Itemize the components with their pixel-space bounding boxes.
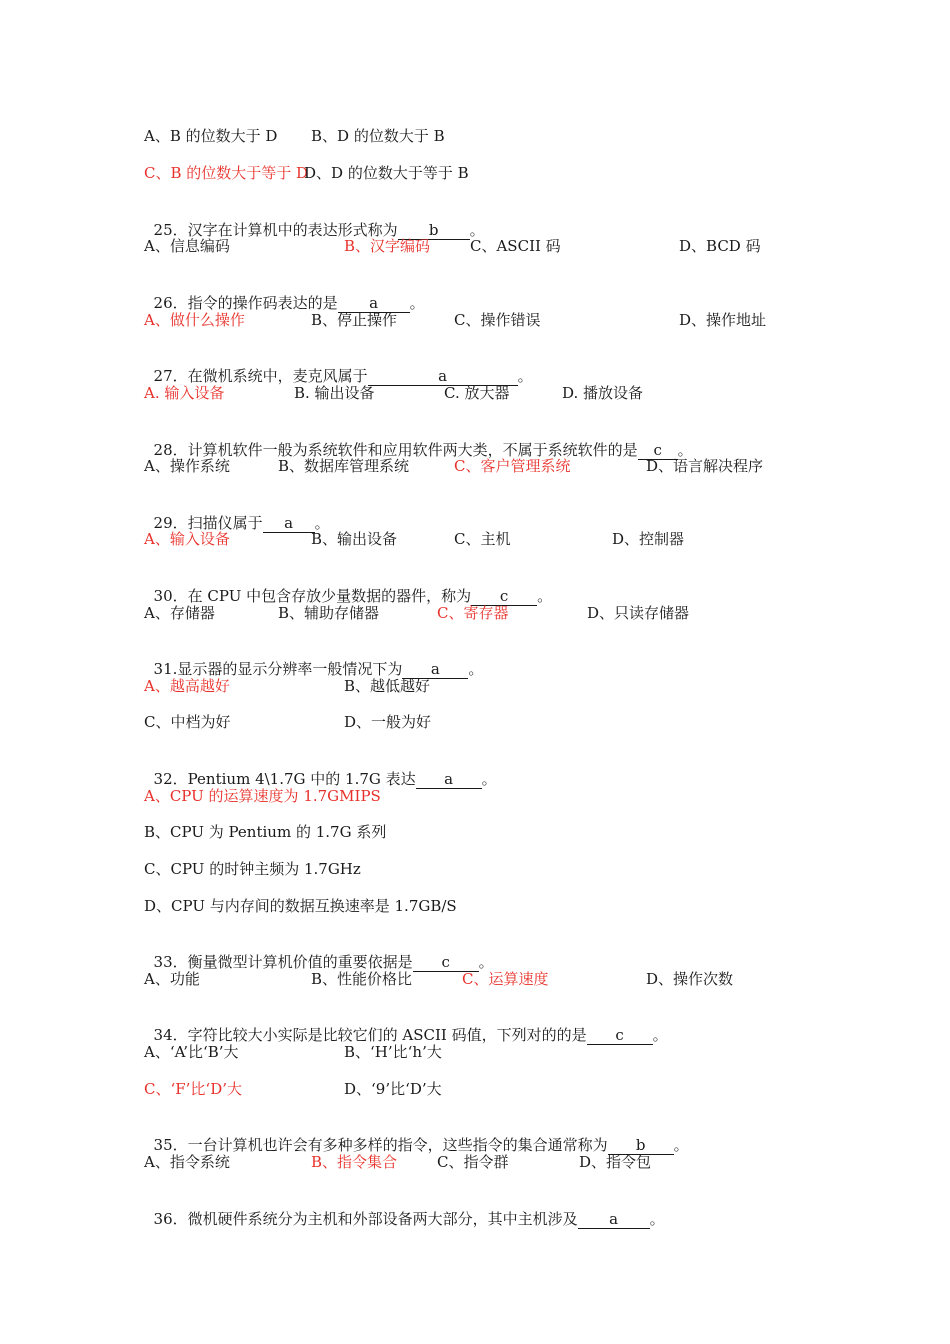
question-text: 31.显示器的显示分辨率一般情况下为 [153, 660, 403, 678]
answer-blank: a [402, 661, 468, 679]
option-b: B. 输出设备 [294, 384, 375, 402]
question-25 [144, 200, 485, 239]
options-30 [144, 603, 690, 623]
period: 。 [537, 587, 553, 605]
option-d: D、只读存储器 [587, 604, 690, 622]
period: 。 [468, 660, 484, 678]
option-c: C、操作错误 [454, 311, 541, 329]
option-d: D、控制器 [612, 530, 685, 548]
period: 。 [478, 953, 494, 971]
question-35 [144, 1115, 689, 1154]
option-b: B、辅助存储器 [278, 604, 380, 622]
option-a: A、功能 [144, 970, 200, 988]
options-34-ab [144, 1042, 442, 1062]
option-c: C、主机 [454, 530, 511, 548]
answer-blank: c [587, 1027, 653, 1045]
answer-blank: a [368, 368, 518, 386]
period: 。 [481, 770, 497, 788]
options-29 [144, 529, 685, 549]
period: 。 [314, 514, 330, 532]
option-c: C、ASCII 码 [470, 237, 561, 255]
option-c-correct: C、‘F’比‘D’大 [144, 1080, 242, 1098]
option-b: B、停止操作 [311, 311, 398, 329]
option-a-correct: A、做什么操作 [144, 311, 245, 329]
option-c: C、中档为好 [144, 713, 231, 731]
option-a: A、指令系统 [144, 1153, 230, 1171]
option-d: D、操作地址 [679, 311, 767, 329]
question-30 [144, 566, 553, 605]
question-32 [144, 749, 497, 788]
option-b [144, 822, 386, 842]
options-28 [144, 456, 764, 476]
question-29 [144, 493, 330, 532]
option-a: A、B 的位数大于 D [144, 127, 278, 145]
period: 。 [517, 367, 533, 385]
question-text: 27．在微机系统中，麦克风属于 [153, 367, 368, 385]
question-26 [144, 273, 425, 312]
option-c-correct: C、寄存器 [437, 604, 509, 622]
answer-blank: b [398, 222, 470, 240]
option-a-correct: A. 输入设备 [144, 384, 225, 402]
options-31-cd [144, 712, 432, 732]
options-31-ab [144, 676, 431, 696]
period: 。 [673, 1136, 689, 1154]
option-a-correct [144, 786, 381, 806]
question-text: 26．指令的操作码表达的是 [153, 294, 338, 312]
question-text: 32．Pentium 4\1.7G 中的 1.7G 表达 [153, 770, 416, 788]
option-d: D、语言解决程序 [646, 457, 764, 475]
option-a: A、信息编码 [144, 237, 230, 255]
option-text: D、CPU 与内存间的数据互换速率是 1.7GB/S [144, 897, 457, 915]
question-36 [144, 1189, 665, 1228]
question-text: 35．一台计算机也许会有多种多样的指令，这些指令的集合通常称为 [153, 1136, 608, 1154]
answer-blank: a [263, 515, 315, 533]
option-d [144, 896, 457, 916]
options-34-cd [144, 1079, 442, 1099]
option-text: B、CPU 为 Pentium 的 1.7G 系列 [144, 823, 387, 841]
option-b: B、数据库管理系统 [278, 457, 410, 475]
option-b: B、D 的位数大于 B [311, 127, 445, 145]
period: 。 [469, 221, 485, 239]
period: 。 [409, 294, 425, 312]
option-d: D、BCD 码 [679, 237, 761, 255]
option-c-correct: C、运算速度 [462, 970, 549, 988]
option-c-correct: C、客户管理系统 [454, 457, 571, 475]
option-b: B、越低越好 [344, 677, 431, 695]
answer-blank: b [608, 1137, 674, 1155]
option-a: A、操作系统 [144, 457, 230, 475]
period: 。 [652, 1026, 668, 1044]
option-b: B、输出设备 [311, 530, 398, 548]
option-d: D、指令包 [579, 1153, 652, 1171]
options-33 [144, 969, 734, 989]
option-c: C. 放大器 [444, 384, 510, 402]
option-a-correct: A、输入设备 [144, 530, 230, 548]
period: 。 [677, 441, 693, 459]
answer-blank: c [471, 588, 537, 606]
option-a: A、存储器 [144, 604, 215, 622]
option-a: A、‘A’比‘B’大 [144, 1043, 239, 1061]
option-d: D、D 的位数大于等于 B [304, 164, 469, 182]
option-text: A、CPU 的运算速度为 1.7GMIPS [144, 787, 381, 805]
options-25 [144, 236, 761, 256]
option-d: D、一般为好 [344, 713, 432, 731]
option-d: D、操作次数 [646, 970, 734, 988]
period: 。 [649, 1210, 665, 1228]
options-27 [144, 383, 644, 403]
question-27 [144, 346, 533, 385]
options-26 [144, 310, 767, 330]
question-text: 34．字符比较大小实际是比较它们的 ASCII 码值，下列对的的是 [153, 1026, 587, 1044]
option-d: D. 播放设备 [562, 384, 644, 402]
option-c-correct: C、B 的位数大于等于 D [144, 164, 309, 182]
option-b: B、性能价格比 [311, 970, 413, 988]
option-b-correct: B、指令集合 [311, 1153, 398, 1171]
question-28 [144, 420, 693, 459]
question-31 [144, 639, 484, 678]
option-line [144, 126, 445, 146]
question-34 [144, 1005, 668, 1044]
answer-blank: a [416, 771, 482, 789]
question-text: 30．在 CPU 中包含存放少量数据的器件，称为 [153, 587, 472, 605]
option-d: D、‘9’比‘D’大 [344, 1080, 442, 1098]
option-line [144, 163, 469, 183]
answer-blank: c [638, 442, 678, 460]
question-text: 25．汉字在计算机中的表达形式称为 [153, 221, 398, 239]
options-35 [144, 1152, 652, 1172]
question-text: 36．微机硬件系统分为主机和外部设备两大部分，其中主机涉及 [153, 1210, 578, 1228]
answer-blank: a [578, 1211, 650, 1229]
answer-blank: c [413, 954, 479, 972]
answer-blank: a [338, 295, 410, 313]
question-text: 33．衡量微型计算机价值的重要依据是 [153, 953, 413, 971]
question-text: 28．计算机软件一般为系统软件和应用软件两大类，不属于系统软件的是 [153, 441, 638, 459]
option-b-correct: B、汉字编码 [344, 237, 431, 255]
option-b: B、‘H’比‘h’大 [344, 1043, 442, 1061]
option-text: C、CPU 的时钟主频为 1.7GHz [144, 860, 361, 878]
option-c: C、指令群 [437, 1153, 509, 1171]
option-a-correct: A、越高越好 [144, 677, 230, 695]
question-33 [144, 932, 494, 971]
question-text: 29．扫描仪属于 [153, 514, 263, 532]
option-c [144, 859, 361, 879]
